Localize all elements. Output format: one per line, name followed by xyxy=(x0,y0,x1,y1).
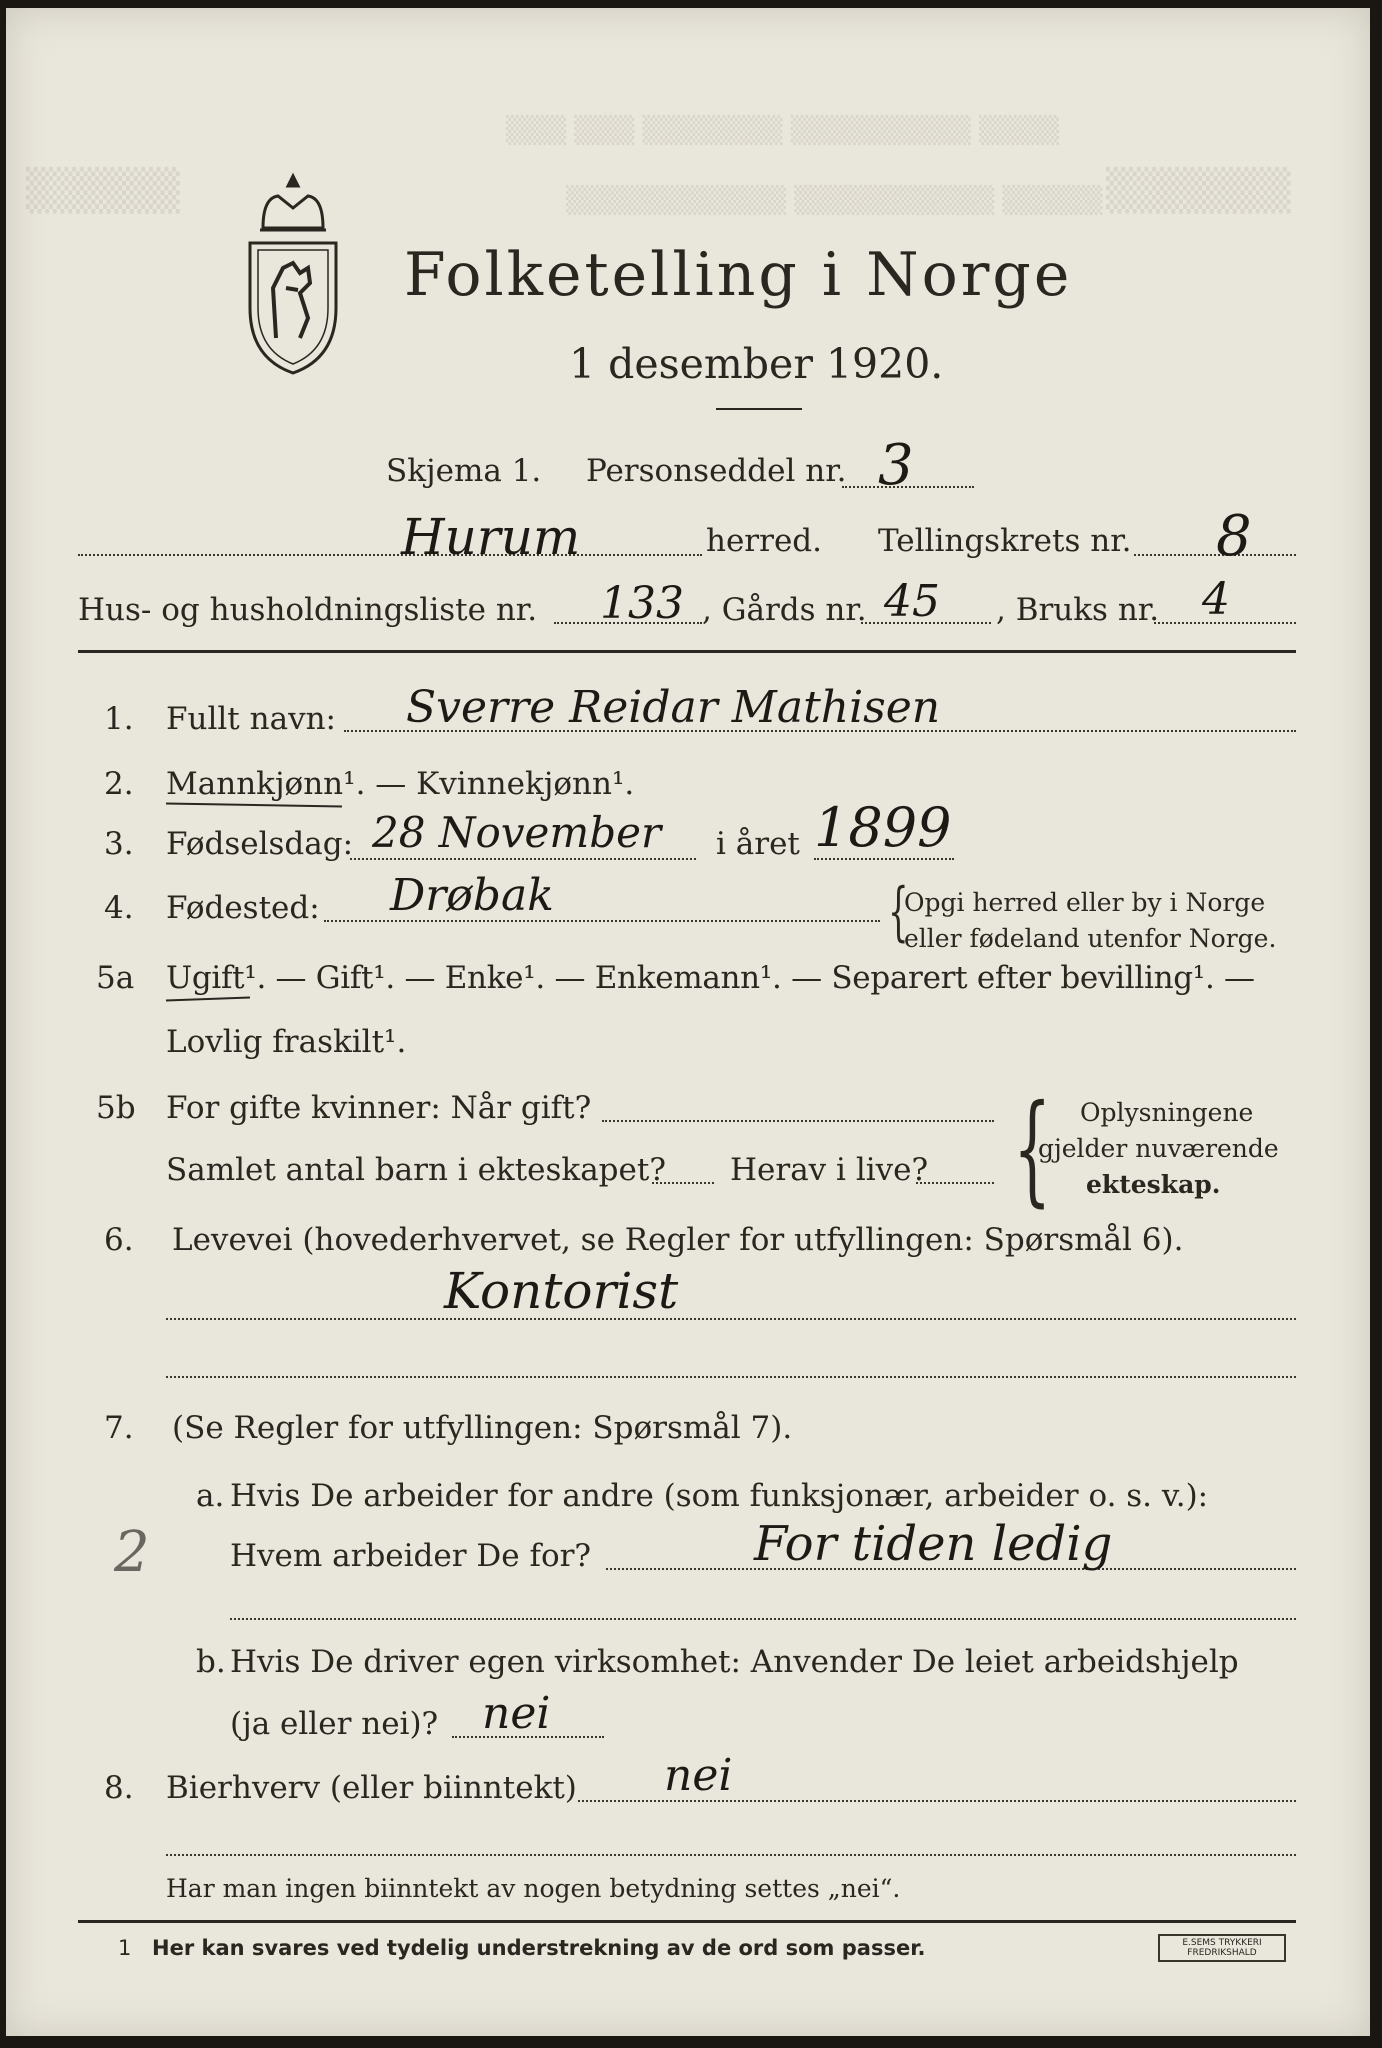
q4-note-brace: { xyxy=(888,875,909,949)
q8-label: Bierhverv (eller biinntekt) xyxy=(166,1770,577,1806)
printer-stamp-line1: E.SEMS TRYKKERI xyxy=(1182,1938,1262,1948)
q3-year-value: 1899 xyxy=(814,796,952,859)
q5a-line1: Ugift¹. — Gift¹. — Enke¹. — Enkemann¹. — Separert efter bevilling¹. — xyxy=(166,960,1255,996)
q1-number: 1. xyxy=(104,701,134,737)
q5a-line2: Lovlig fraskilt¹. xyxy=(166,1024,407,1060)
q3-year-label: i året xyxy=(716,826,800,862)
tellingskrets-line xyxy=(1134,554,1296,556)
q7b-value: nei xyxy=(482,1688,551,1739)
personseddel-label: Personseddel nr. xyxy=(586,453,847,489)
q7b-line2: (ja eller nei)? xyxy=(230,1706,439,1742)
q8-line2 xyxy=(166,1854,1296,1856)
title-divider xyxy=(716,408,802,410)
q2-label: Mannkjønn¹. — Kvinnekjønn¹. xyxy=(166,766,635,802)
q5b-children-line xyxy=(652,1182,714,1184)
q7b-letter: b. xyxy=(196,1644,226,1680)
footnote-text: Her kan svares ved tydelig understrekning av de ord som passer. xyxy=(152,1936,926,1960)
census-form-sheet: ▒▒▒ ▒▒▒ ▒▒▒▒▒▒▒ ▒▒▒▒▒▒▒▒▒ ▒▒▒▒ ▒▒▒▒▒▒▒▒▒▒▒ ▒▒▒▒▒▒▒▒▒▒ ▒▒▒▒▒ ▒▒▒▒▒ ▒▒▒▒▒▒ Folketelling i Norge 1 desember 1920. Skjema 1. Personseddel nr. 3 Hurum herred. Tellingskrets nr. 8 Hus- og husholdningsliste nr. 133 , Gårds nr. 45 , Bruks nr. 4 1. Fullt navn: Sverre Reidar Mathisen 2. Mannkjønn¹. — Kvinnekjønn¹. 3. Fødselsdag: 28 November i året 1899 4. Fødested: Drøbak { Opgi herred eller by i Norge eller fødeland utenfor Norge. 5a Ugift¹. — Gift¹. — Enke¹. — Enkemann¹. — Separert efter bevilling¹. — Lovlig fraskilt¹. 5b For gifte kvinner: Når gift? Samlet antal barn i ekteskapet? Herav i live? { Oplysningene gjelder nuværende ekteskap. 6. Levevei (hovederhvervet, se Regler for utfyllingen: Spørsmål 6). Kontorist 7. (Se Regler for utfyllingen: Spørsmål 7). a. Hvis De arbeider for andre (som funksjonær, arbeider o. s. v.): 2 Hvem arbeider De for? For tiden ledig b. Hvis De driver egen virksomhet: Anvender De leiet arbeidshjelp (ja eller nei)? nei 8. Bierhverv (eller biinntekt) nei Har man ingen biinntekt av nogen betydning settes „nei“. 1 Her kan svares ved tydelig understrekning av de ord som passer. E.SEMS TRYKKERI FREDRIKSHALD xyxy=(6,8,1370,2036)
q8-number: 8. xyxy=(104,1770,134,1806)
personseddel-value: 3 xyxy=(878,433,914,498)
q7a-value: For tiden ledig xyxy=(754,1516,1113,1572)
footer-note: Har man ingen biinntekt av nogen betydning settes „nei“. xyxy=(166,1874,901,1903)
q7b-line1: Hvis De driver egen virksomhet: Anvender De leiet arbeidshjelp xyxy=(230,1644,1239,1680)
q5a-underline-ugift xyxy=(166,997,250,1002)
q1-label: Fullt navn: xyxy=(166,701,336,737)
tellingskrets-value: 8 xyxy=(1216,504,1252,569)
q6-line1 xyxy=(166,1318,1296,1320)
q2-underline-mannkjonn xyxy=(166,802,342,807)
q4-number: 4. xyxy=(104,890,134,926)
herred-line xyxy=(78,554,702,556)
q1-value: Sverre Reidar Mathisen xyxy=(406,682,941,733)
q7a-letter: a. xyxy=(196,1478,225,1514)
gards-label: , Gårds nr. xyxy=(702,592,867,628)
herred-label: herred. xyxy=(706,523,822,559)
q3-label: Fødselsdag: xyxy=(166,826,354,862)
bruks-value: 4 xyxy=(1202,574,1230,625)
tellingskrets-label: Tellingskrets nr. xyxy=(878,523,1132,559)
q6-line2 xyxy=(166,1376,1296,1378)
q7-label: (Se Regler for utfyllingen: Spørsmål 7). xyxy=(172,1410,793,1446)
q3-number: 3. xyxy=(104,826,134,862)
q5b-note-line3: ekteskap. xyxy=(1086,1170,1221,1199)
q5b-line2a: Samlet antal barn i ekteskapet? xyxy=(166,1152,666,1188)
q6-value: Kontorist xyxy=(444,1262,679,1320)
q7-margin-mark: 2 xyxy=(114,1520,150,1585)
herred-value: Hurum xyxy=(401,508,581,566)
q8-value: nei xyxy=(664,1750,733,1801)
q4-note-line2: eller fødeland utenfor Norge. xyxy=(904,924,1277,953)
q5a-number: 5a xyxy=(96,960,135,996)
q3-value: 28 November xyxy=(372,808,662,857)
census-date: 1 desember 1920. xyxy=(569,340,944,388)
q2-number: 2. xyxy=(104,766,134,802)
header-rule xyxy=(78,650,1296,653)
q3-date-line xyxy=(350,858,696,860)
gards-value: 45 xyxy=(884,576,940,627)
q5b-alive-line xyxy=(916,1182,994,1184)
bruks-label: , Bruks nr. xyxy=(996,592,1160,628)
q5b-married-line xyxy=(602,1120,994,1122)
hus-value: 133 xyxy=(600,578,684,629)
footnote-marker: 1 xyxy=(118,1936,132,1960)
printer-stamp xyxy=(1158,1934,1286,1962)
q7a-line2: Hvem arbeider De for? xyxy=(230,1538,592,1574)
q7a-line1: Hvis De arbeider for andre (som funksjonær, arbeider o. s. v.): xyxy=(230,1478,1209,1514)
q5b-number: 5b xyxy=(96,1090,136,1126)
q7a-line-extra xyxy=(230,1618,1296,1620)
q5b-note-line2: gjelder nuværende xyxy=(1038,1134,1279,1163)
skjema-label: Skjema 1. xyxy=(386,453,542,489)
q4-value: Drøbak xyxy=(390,870,554,921)
q4-label: Fødested: xyxy=(166,890,320,926)
norwegian-coat-of-arms-icon xyxy=(238,168,348,378)
form-title: Folketelling i Norge xyxy=(404,240,1073,310)
q6-label: Levevei (hovederhvervet, se Regler for utfyllingen: Spørsmål 6). xyxy=(172,1222,1184,1258)
q5b-note-brace: { xyxy=(1013,1080,1052,1219)
hus-label: Hus- og husholdningsliste nr. xyxy=(78,592,538,628)
printer-stamp-line2: FREDRIKSHALD xyxy=(1187,1948,1257,1958)
q5b-note-line1: Oplysningene xyxy=(1080,1098,1254,1127)
footer-rule xyxy=(78,1920,1296,1923)
q5b-line2b: Herav i live? xyxy=(730,1152,929,1188)
q4-note-line1: Opgi herred eller by i Norge xyxy=(904,888,1266,917)
q6-number: 6. xyxy=(104,1222,134,1258)
q7-number: 7. xyxy=(104,1410,134,1446)
q5b-line1: For gifte kvinner: Når gift? xyxy=(166,1090,592,1126)
